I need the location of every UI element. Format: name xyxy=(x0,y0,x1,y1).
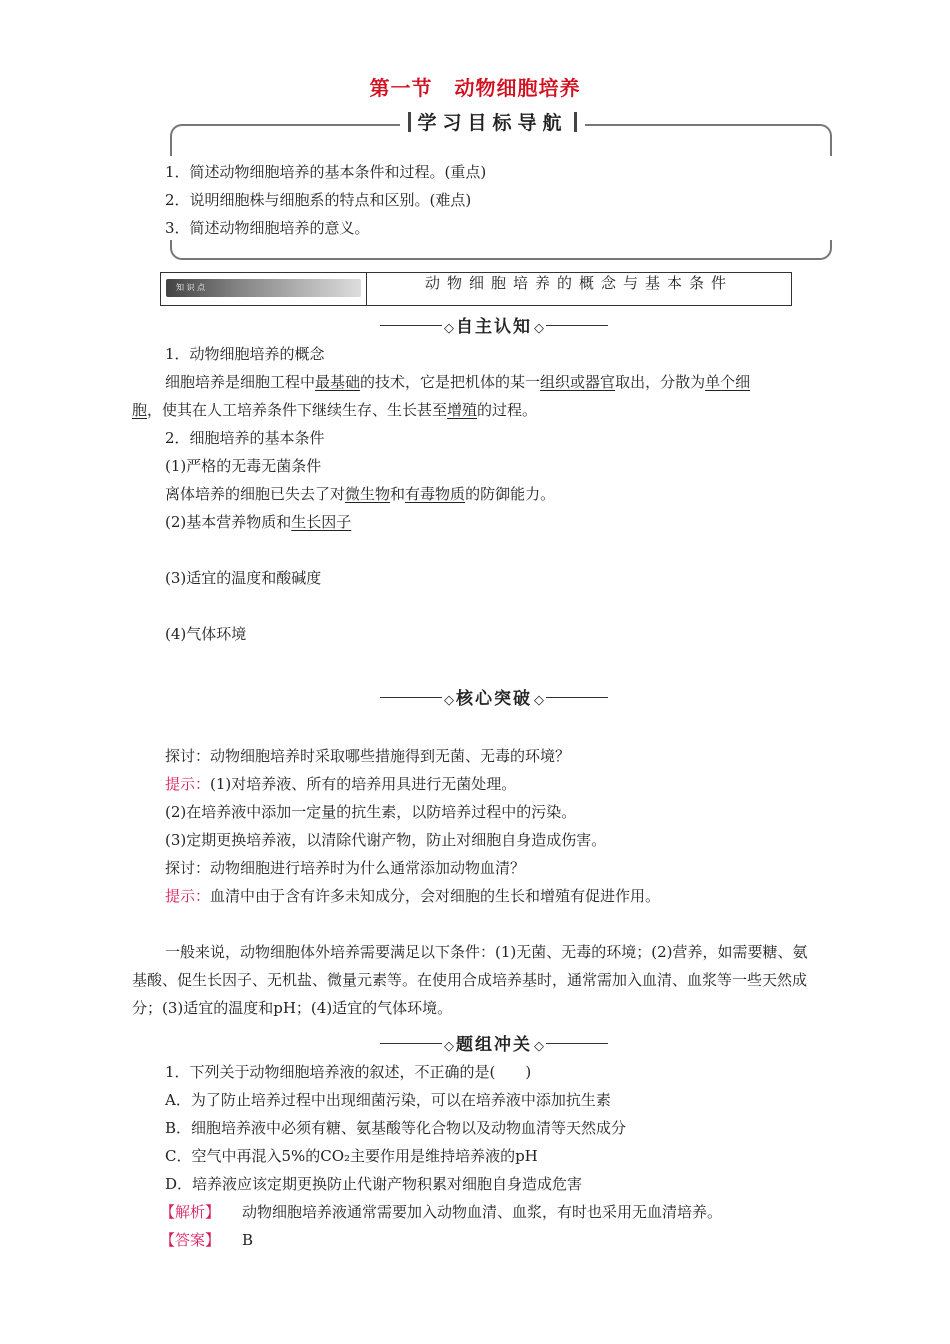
banner-bar-left xyxy=(408,112,411,132)
conditions-heading: 2．细胞培养的基本条件 xyxy=(165,429,325,447)
heading-rule xyxy=(546,325,608,326)
concept-heading: 1．动物细胞培养的概念 xyxy=(165,345,325,363)
goal-item: 3．简述动物细胞培养的意义。 xyxy=(165,219,370,237)
diamond-icon: ◇ xyxy=(444,321,454,336)
quiz-option-c: C．空气中再混入5%的CO₂主要作用是维持培养液的pH xyxy=(165,1147,538,1165)
answer-label: 【答案】 xyxy=(160,1231,221,1249)
condition-1-detail: 离体培养的细胞已失去了对微生物和有毒物质的防御能力。 xyxy=(165,485,556,503)
underlined-term: 胞 xyxy=(132,401,148,419)
goal-item: 2．说明细胞株与细胞系的特点和区别。(难点) xyxy=(165,191,472,209)
hint-label: 提示： xyxy=(165,887,211,905)
knowledge-point-title: 动物细胞培养的概念与基本条件 xyxy=(424,274,733,292)
section-heading-drill xyxy=(360,1030,628,1055)
goals-banner-label: 学习目标导航 xyxy=(417,112,568,134)
underlined-term: 单个细 xyxy=(705,373,751,391)
diamond-icon: ◇ xyxy=(534,321,544,336)
diamond-icon: ◇ xyxy=(444,693,454,708)
knowledge-point-tag: 知 识 点 xyxy=(166,279,361,297)
quiz-question: 1．下列关于动物细胞培养液的叙述，不正确的是( ) xyxy=(165,1063,532,1081)
underlined-term: 组织或器官 xyxy=(540,373,616,391)
quiz-option-a: A．为了防止培养过程中出现细菌污染，可以在培养液中添加抗生素 xyxy=(165,1091,611,1109)
heading-label: 自主认知 xyxy=(456,317,532,337)
hint-1-item-3: (3)定期更换培养液，以清除代谢产物，防止对细胞自身造成伤害。 xyxy=(165,831,607,849)
condition-3: (3)适宜的温度和酸碱度 xyxy=(165,569,322,587)
quiz-option-b: B．细胞培养液中必须有糖、氨基酸等化合物以及动物血清等天然成分 xyxy=(165,1119,627,1137)
analysis-label: 【解析】 xyxy=(160,1203,221,1221)
condition-2: (2)基本营养物质和生长因子 xyxy=(165,513,352,531)
title-section-name: 动物细胞培养 xyxy=(454,76,581,100)
condition-4: (4)气体环境 xyxy=(165,625,247,643)
banner-bar-right xyxy=(574,112,577,132)
heading-rule xyxy=(380,325,442,326)
heading-label: 题组冲关 xyxy=(456,1035,532,1055)
summary-paragraph: 一般来说，动物细胞体外培养需要满足以下条件：(1)无菌、无毒的环境；(2)营养，如需要糖、氨基酸、促生长因子、无机盐、微量元素等。在使用合成培养基时，通常需加入血清、血浆等一些天然成分；(3)适宜的温度和pH；(4)适宜的气体环境。 xyxy=(132,943,808,1017)
hint-1-item-2: (2)在培养液中添加一定量的抗生素，以防培养过程中的污染。 xyxy=(165,803,577,821)
discussion-question-2: 探讨：动物细胞进行培养时为什么通常添加动物血清？ xyxy=(165,859,526,877)
underlined-term: 最基础 xyxy=(315,373,361,391)
hint-2: 提示：血清中由于含有许多未知成分，会对细胞的生长和增殖有促进作用。 xyxy=(165,887,661,905)
quiz-option-d: D．培养液应该定期更换防止代谢产物积累对细胞自身造成危害 xyxy=(165,1175,583,1193)
diamond-icon: ◇ xyxy=(534,1039,544,1054)
underlined-term: 增殖 xyxy=(447,401,478,419)
hint-label: 提示： xyxy=(165,775,211,793)
page-title xyxy=(0,72,950,101)
underlined-term: 微生物 xyxy=(345,485,391,503)
section-heading-core xyxy=(360,684,628,709)
goals-banner xyxy=(400,108,585,138)
heading-rule xyxy=(380,1043,442,1044)
knowledge-point-box xyxy=(160,272,792,306)
heading-rule xyxy=(380,697,442,698)
title-section-number: 第一节 xyxy=(369,76,433,100)
underlined-term: 生长因子 xyxy=(291,513,352,531)
heading-rule xyxy=(546,1043,608,1044)
quiz-analysis: 【解析】 动物细胞培养液通常需要加入动物血清、血浆，有时也采用无血清培养。 xyxy=(160,1203,723,1221)
heading-rule xyxy=(546,697,608,698)
goals-frame-bottom xyxy=(170,240,832,260)
condition-1: (1)严格的无毒无菌条件 xyxy=(165,457,322,475)
section-heading-self-study xyxy=(360,312,628,337)
quiz-answer: 【答案】 B xyxy=(160,1231,254,1249)
underlined-term: 有毒物质 xyxy=(405,485,466,503)
diamond-icon: ◇ xyxy=(444,1039,454,1054)
heading-label: 核心突破 xyxy=(456,689,532,709)
goal-item: 1．简述动物细胞培养的基本条件和过程。(重点) xyxy=(165,163,487,181)
diamond-icon: ◇ xyxy=(534,693,544,708)
discussion-question-1: 探讨：动物细胞培养时采取哪些措施得到无菌、无毒的环境？ xyxy=(165,747,571,765)
hint-1: 提示：(1)对培养液、所有的培养用具进行无菌处理。 xyxy=(165,775,517,793)
concept-paragraph: 细胞培养是细胞工程中最基础的技术，它是把机体的某一组织或器官取出，分散为单个细 胞，使其在人工培养条件下继续生存、生长甚至增殖的过程。 xyxy=(132,373,751,419)
